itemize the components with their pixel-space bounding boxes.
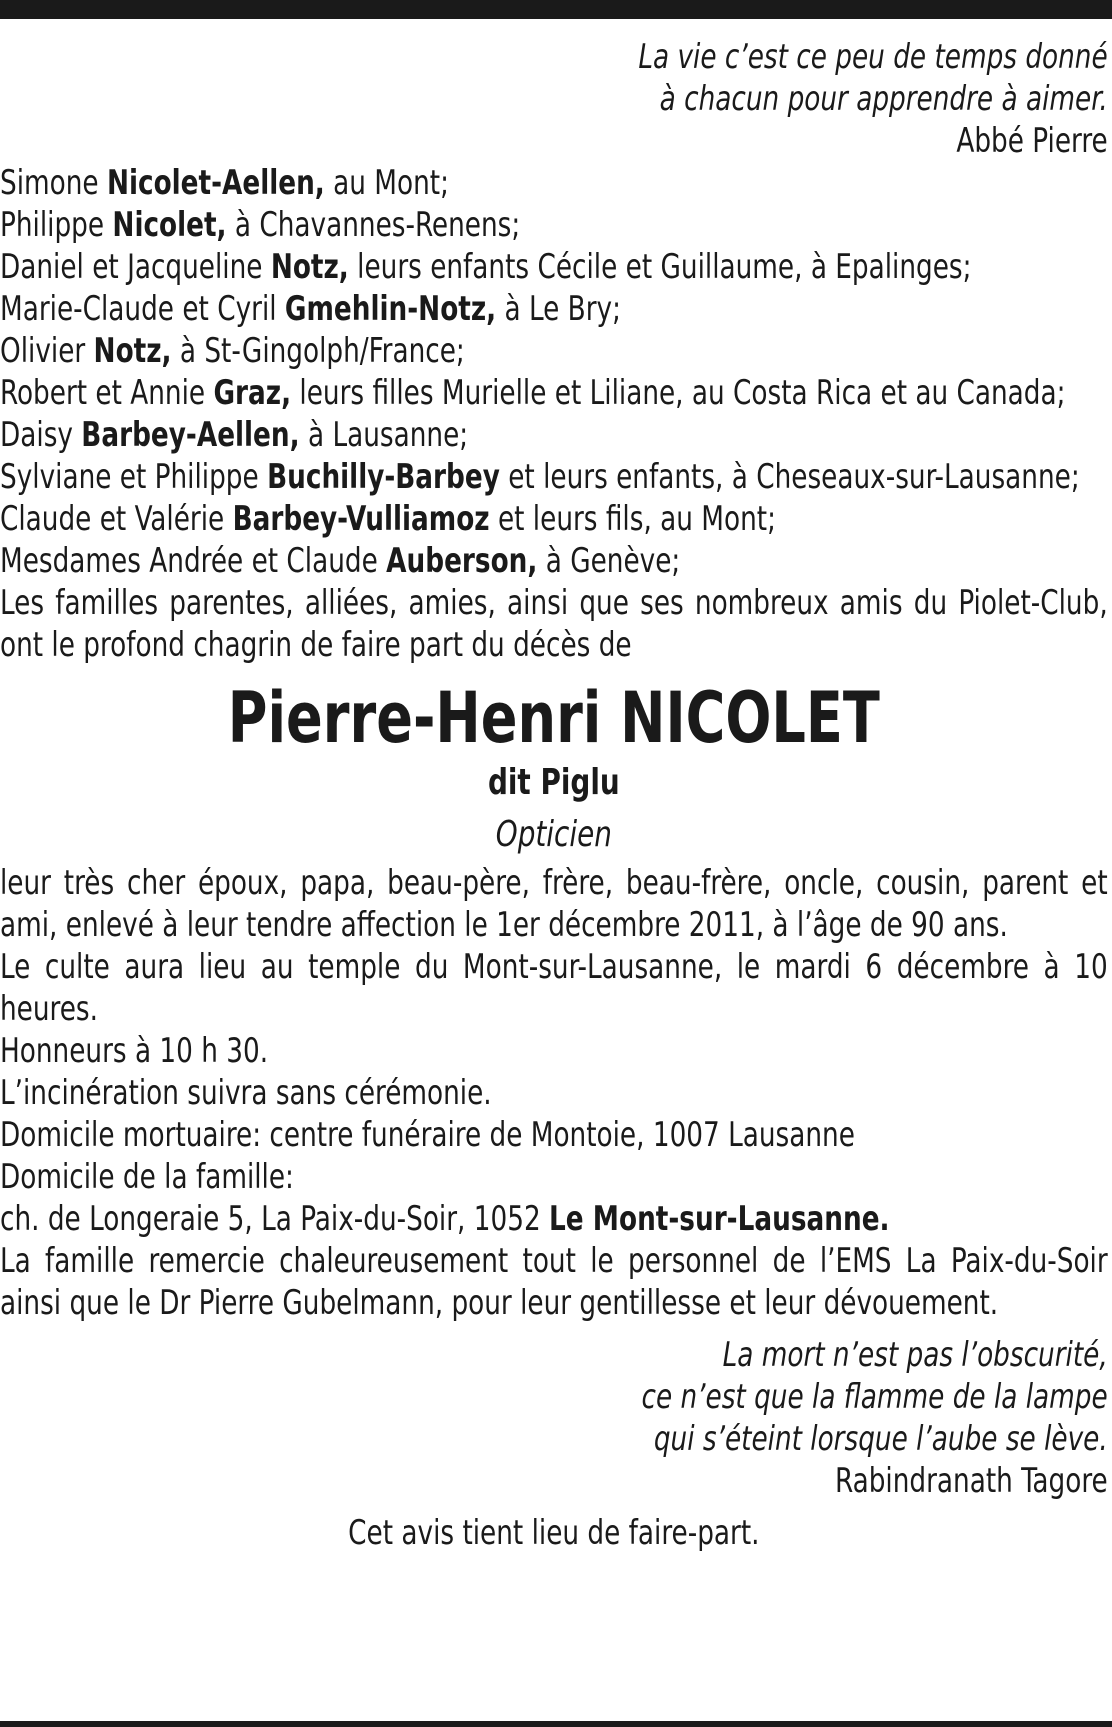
epigraph-bottom-line-3: qui s’éteint lorsque l’aube se lève. — [653, 1419, 1108, 1459]
thanks-text: La famille remercie chaleureusement tout le personnel de l’EMS La Paix-du-Soir ainsi que le Dr Pierre Gubelmann, pour leur gentillesse et leur dévouement. — [0, 1241, 1108, 1323]
mortuary-text: Domicile mortuaire: centre funéraire de Montoie, 1007 Lausanne — [0, 1115, 855, 1155]
family-surname: Notz, — [93, 331, 172, 371]
family-surname: Barbey-Vulliamoz — [232, 499, 490, 539]
deceased-block — [0, 678, 1108, 862]
family-surname: Nicolet-Aellen, — [106, 163, 325, 203]
family-surname: Gmehlin-Notz, — [284, 289, 497, 329]
family-home-address: ch. de Longeraie 5, La Paix-du-Soir, 1052 Le Mont-sur-Lausanne. — [0, 1199, 890, 1239]
family-entry: Daisy Barbey-Aellen, à Lausanne; — [0, 415, 469, 455]
family-entry: Robert et Annie Graz, leurs filles Murielle et Liliane, au Costa Rica et au Canada; — [0, 373, 1066, 413]
family-entry: Daniel et Jacqueline Notz, leurs enfants Cécile et Guillaume, à Epalinges; — [0, 247, 972, 287]
epigraph-bottom — [0, 1334, 1108, 1502]
deceased-name: Pierre-Henri NICOLET — [227, 677, 880, 759]
family-entry: Sylviane et Philippe Buchilly-Barbey et leurs enfants, à Cheseaux-sur-Lausanne; — [0, 457, 1080, 497]
epigraph-top-line-1: La vie c’est ce peu de temps donné — [638, 37, 1108, 77]
cremation-text: L’incinération suivra sans cérémonie. — [0, 1073, 492, 1113]
epigraph-top — [0, 36, 1108, 162]
deceased-nickname: dit Piglu — [487, 762, 620, 803]
family-entry: Mesdames Andrée et Claude Auberson, à Genève; — [0, 541, 681, 581]
ceremony-text: Le culte aura lieu au temple du Mont-sur-Lausanne, le mardi 6 décembre à 10 heures. — [0, 947, 1108, 1029]
family-surname: Notz, — [270, 247, 349, 287]
family-surname: Auberson, — [386, 541, 538, 581]
epigraph-bottom-line-1: La mort n’est pas l’obscurité, — [722, 1335, 1108, 1375]
family-entry: Olivier Notz, à St-Gingolph/France; — [0, 331, 465, 371]
family-surname: Nicolet, — [112, 205, 227, 245]
honours-text: Honneurs à 10 h 30. — [0, 1031, 269, 1071]
family-surname: Buchilly-Barbey — [267, 457, 500, 497]
family-entry: Claude et Valérie Barbey-Vulliamoz et leurs fils, au Mont; — [0, 499, 776, 539]
top-rule — [0, 0, 1112, 19]
epigraph-top-author: Abbé Pierre — [956, 121, 1108, 161]
announcement-text: Les familles parentes, alliées, amies, ainsi que ses nombreux amis du Piolet-Club, ont le profond chagrin de faire part du décès de — [0, 583, 1108, 665]
relation-text: leur très cher époux, papa, beau-père, frère, beau-frère, oncle, cousin, parent et ami, enlevé à leur tendre affection le 1er décembre 2011, à l’âge de 90 ans. — [0, 863, 1108, 945]
family-surname: Barbey-Aellen, — [81, 415, 300, 455]
details-block — [0, 862, 1108, 1324]
family-surname: Graz, — [213, 373, 292, 413]
family-entry: Simone Nicolet-Aellen, au Mont; — [0, 163, 449, 203]
family-entry: Marie-Claude et Cyril Gmehlin-Notz, à Le Bry; — [0, 289, 621, 329]
obituary-notice — [0, 36, 1108, 1554]
epigraph-top-line-2: à chacun pour apprendre à aimer. — [659, 79, 1108, 119]
epigraph-bottom-line-2: ce n’est que la flamme de la lampe — [641, 1377, 1108, 1417]
family-entry: Philippe Nicolet, à Chavannes-Renens; — [0, 205, 521, 245]
family-home-city: Le Mont-sur-Lausanne. — [549, 1199, 890, 1239]
deceased-profession: Opticien — [495, 814, 612, 855]
family-list — [0, 162, 1108, 666]
bottom-rule — [0, 1721, 1112, 1727]
notice-text: Cet avis tient lieu de faire-part. — [348, 1513, 760, 1553]
family-home-label: Domicile de la famille: — [0, 1157, 294, 1197]
epigraph-bottom-author: Rabindranath Tagore — [834, 1461, 1108, 1501]
